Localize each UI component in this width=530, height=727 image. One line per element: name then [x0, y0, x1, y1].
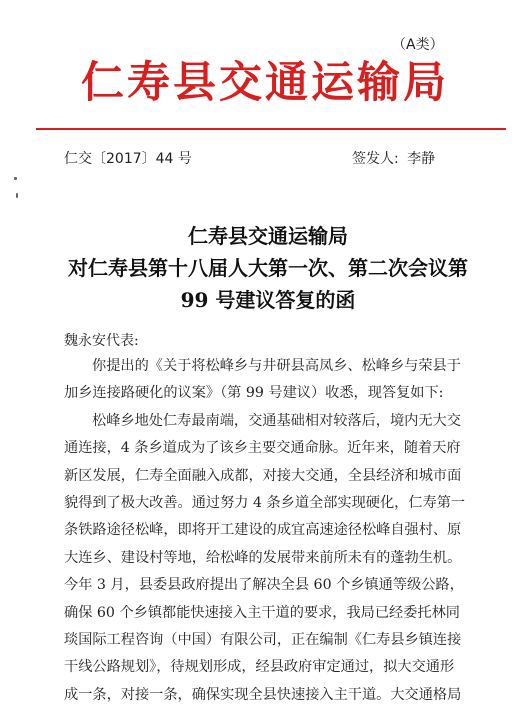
body-line: 你提出的《关于将松峰乡与井研县高凤乡、松峰乡与荣县于	[92, 358, 461, 374]
scan-speck	[14, 177, 17, 180]
letter-body	[64, 353, 484, 709]
title-line-2: 对仁寿县第十八届人大第一次、第二次会议第	[68, 256, 468, 280]
body-line: 确保 60 个乡镇都能快速接入主干道的要求，我局已经委托林同	[64, 604, 460, 621]
body-line: 新区发展，仁寿全面融入成都，对接大交通，全县经济和城市面	[64, 467, 462, 484]
organization-header: 仁寿县交通运输局	[81, 58, 449, 108]
body-line: 通连接，4 条乡道成为了该乡主要交通命脉。近年来，随着天府	[64, 440, 461, 457]
body-line: 琰国际工程咨询（中国）有限公司，正在编制《仁寿县乡镇连接	[64, 632, 462, 649]
title-line-3: 99 号建议答复的函	[180, 288, 356, 312]
body-line: 成一条，对接一条，确保实现全县快速接入主干道。大交通格局	[64, 686, 462, 703]
body-line: 大连乡、建设村等地，给松峰的发展带来前所未有的蓬勃生机。	[64, 549, 462, 566]
body-line: 条铁路途径松峰，即将开工建设的成宜高速途径松峰自强村、原	[64, 522, 462, 539]
signer-label: 签发人:	[352, 151, 399, 167]
scan-speck	[16, 193, 18, 198]
document-title	[40, 220, 496, 316]
document-number: 仁交〔2017〕44 号	[64, 151, 192, 167]
body-line: 松峰乡地处仁寿最南端，交通基础相对较落后，境内无大交	[92, 412, 461, 429]
signer-name: 李静	[407, 151, 436, 167]
salutation: 魏永安代表:	[64, 333, 139, 349]
body-line: 今年 3 月，县委县政府提出了解决全县 60 个乡镇通等级公路，	[64, 577, 464, 594]
header-divider	[36, 128, 506, 130]
signer	[352, 148, 435, 168]
body-line: 干线公路规划》，待规划形成，经县政府审定通过，拟大交通形	[64, 659, 455, 676]
body-line: 加乡连接路硬化的议案》（第 99 号建议）收悉，现答复如下:	[64, 385, 444, 402]
body-line: 貌得到了极大改善。通过努力 4 条乡道全部实现硬化，仁寿第一	[64, 495, 466, 512]
document-category: （A类）	[392, 37, 444, 53]
title-line-1: 仁寿县交通运输局	[188, 224, 348, 248]
